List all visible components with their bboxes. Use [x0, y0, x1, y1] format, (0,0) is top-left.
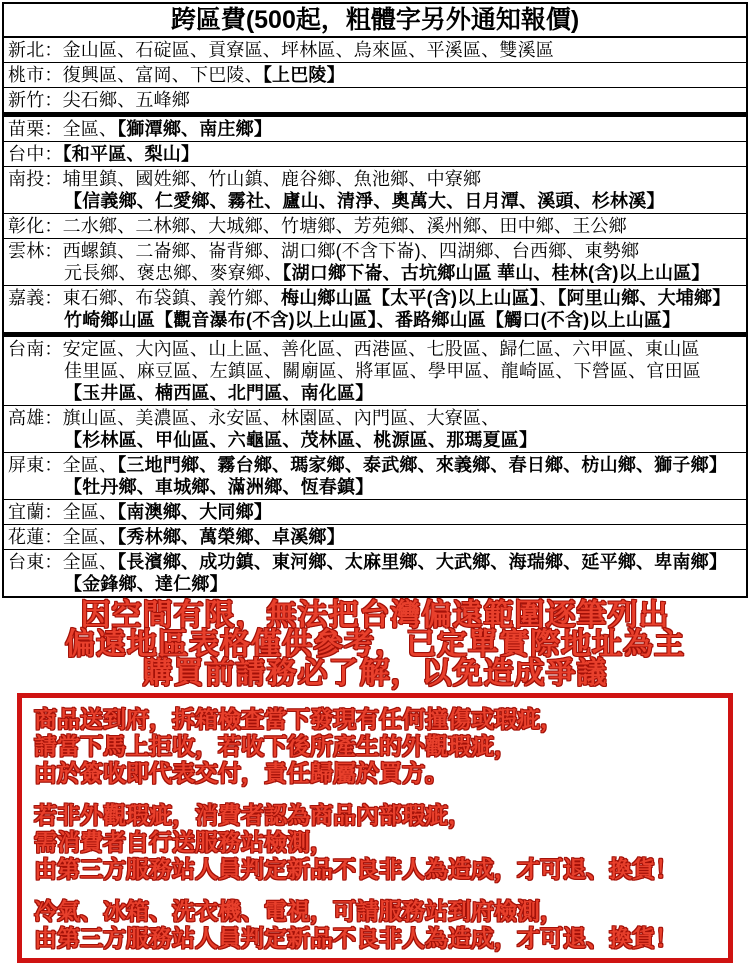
- fee-table-line: [8, 39, 742, 61]
- notice-line: 因空間有限，無法把台灣偏遠範圍逐筆列出: [80, 599, 670, 632]
- warning-line: 由第三方服務站人員判定新品不良非人為造成，才可退、換貨！: [34, 925, 678, 951]
- fee-table-row: [4, 285, 746, 332]
- extra-fee-areas: 【牡丹鄉、車城鄉、滿洲鄉、恆春鎮】: [64, 477, 374, 497]
- fee-table-line: [8, 215, 742, 237]
- fee-table-row: [4, 166, 746, 213]
- fee-table-row: [4, 141, 746, 166]
- fee-table-row: [4, 452, 746, 499]
- fee-table-row: [4, 524, 746, 549]
- notice-line: 購買前請務必了解，以免造成爭議: [142, 657, 608, 690]
- fee-table-row: [4, 499, 746, 524]
- warning-line: 由第三方服務站人員判定新品不良非人為造成，才可退、換貨！: [34, 856, 678, 882]
- fee-table-line: [8, 338, 742, 360]
- notice-line: 偏遠地區表格僅供參考，已定單實際地址為主: [65, 628, 685, 661]
- fee-table-line: [8, 118, 742, 140]
- extra-fee-areas: 【玉井區、楠西區、北門區、南化區】: [64, 383, 374, 403]
- region-label: 花蓮：: [8, 527, 63, 547]
- fee-table-line: [8, 143, 742, 165]
- region-label: 新北：: [8, 40, 63, 60]
- areas-text: 全區、: [62, 455, 118, 475]
- warning-line: 需消費者自行送服務站檢測，: [34, 829, 333, 855]
- extra-fee-areas: 【阿里山鄉、大埔鄉】: [557, 288, 731, 308]
- fee-table-line: [8, 501, 742, 523]
- fee-table-row: [4, 87, 746, 112]
- region-label: 新竹：: [8, 90, 63, 110]
- areas-text: 元長鄉、褒忠鄉、麥寮鄉、: [64, 263, 283, 283]
- fee-table-line: [8, 89, 742, 111]
- areas-text: 金山區、石碇區、貢寮區、坪林區、烏來區、平溪區、雙溪區: [62, 40, 555, 60]
- region-label: 苗栗：: [8, 119, 63, 139]
- warranty-warning-box: [17, 693, 733, 963]
- fee-table-line: [8, 287, 742, 309]
- areas-text: 全區、: [62, 502, 118, 522]
- extra-fee-areas: 【南澳鄉、大同鄉】: [117, 502, 273, 522]
- fee-table-row: [4, 213, 746, 238]
- warning-paragraph-delivery: [34, 706, 716, 787]
- extra-fee-areas: 【金鋒鄉、達仁鄉】: [64, 574, 228, 594]
- fee-table-line: [8, 190, 742, 212]
- extra-fee-areas: 【獅潭鄉、南庄鄉】: [117, 119, 273, 139]
- warning-paragraph-appliance-check: [34, 898, 716, 952]
- areas-text: 佳里區、麻豆區、左鎮區、關廟區、將軍區、學甲區、龍崎區、下營區、官田區: [64, 361, 701, 381]
- warning-line: 由於簽收即代表交付，責任歸屬於買方。: [34, 760, 448, 786]
- fee-table-row: [4, 238, 746, 285]
- region-label: 台東：: [8, 552, 63, 572]
- extra-fee-areas: 【信義鄉、仁愛鄉、霧社、廬山、清淨、奧萬大、日月潭、溪頭、杉林溪】: [64, 191, 665, 211]
- warning-line: 若非外觀瑕疵，消費者認為商品內部瑕疵，: [34, 802, 471, 828]
- fee-table-title: 跨區費(500起，粗體字另外通知報價): [4, 4, 746, 38]
- region-label: 台中：: [8, 144, 63, 164]
- fee-table-row: [4, 337, 746, 405]
- areas-text: 旗山區、美濃區、永安區、林園區、內門區、大寮區、: [62, 408, 500, 428]
- region-label: 高雄：: [8, 408, 63, 428]
- warning-line: 冷氣、冰箱、洗衣機、電視，可請服務站到府檢測，: [34, 898, 563, 924]
- areas-text: 西螺鎮、二崙鄉、崙背鄉、湖口鄉(不含下崙)、四湖鄉、台西鄉、東勢鄉: [62, 241, 640, 261]
- fee-table-row: [4, 405, 746, 452]
- fee-table-line: [8, 64, 742, 86]
- extra-fee-areas: 【和平區、梨山】: [62, 144, 200, 164]
- extra-fee-areas: 【三地門鄉、霧台鄉、瑪家鄉、泰武鄉、來義鄉、春日鄉、枋山鄉、獅子鄉】: [117, 455, 728, 475]
- fee-table-line: [8, 262, 742, 284]
- fee-table: [2, 2, 748, 598]
- region-label: 嘉義：: [8, 288, 63, 308]
- fee-table-line: [8, 407, 742, 429]
- fee-table-row: [4, 38, 746, 62]
- areas-text: 全區、: [62, 119, 118, 139]
- extra-fee-areas: 【秀林鄉、萬榮鄉、卓溪鄉】: [117, 527, 345, 547]
- fee-table-line: [8, 573, 742, 595]
- region-label: 雲林：: [8, 241, 63, 261]
- region-label: 彰化：: [8, 216, 63, 236]
- areas-text: 全區、: [62, 527, 118, 547]
- fee-table-body: [4, 38, 746, 596]
- areas-text: 埔里鎮、國姓鄉、竹山鎮、鹿谷鄉、魚池鄉、中寮鄉: [62, 169, 482, 189]
- region-label: 宜蘭：: [8, 502, 63, 522]
- fee-table-row: [4, 117, 746, 141]
- fee-table-line: [8, 551, 742, 573]
- remote-area-notice: [0, 601, 750, 688]
- warning-line: 請當下馬上拒收，若收下後所產生的外觀瑕疵，: [34, 733, 517, 759]
- region-label: 桃市：: [8, 65, 63, 85]
- extra-fee-areas: 【杉林區、甲仙區、六龜區、茂林區、桃源區、那瑪夏區】: [64, 430, 538, 450]
- areas-text: 復興區、富岡、下巴陵、: [62, 65, 263, 85]
- extra-fee-areas: 竹崎鄉山區【觀音瀑布(不含)以上山區】、番路鄉山區【觸口(不含)以上山區】: [64, 310, 681, 330]
- fee-table-line: [8, 526, 742, 548]
- fee-table-line: [8, 360, 742, 382]
- fee-table-line: [8, 382, 742, 404]
- extra-fee-areas: 梅山鄉山區【太平(含)以上山區】: [281, 288, 540, 308]
- areas-text: 安定區、大內區、山上區、善化區、西港區、七股區、歸仁區、六甲區、東山區: [62, 339, 700, 359]
- areas-text: 尖石鄉、五峰鄉: [62, 90, 191, 110]
- fee-table-line: [8, 168, 742, 190]
- remote-area-fee-flyer: [0, 2, 750, 967]
- fee-table-line: [8, 309, 742, 331]
- fee-table-row: [4, 549, 746, 596]
- fee-table-line: [8, 240, 742, 262]
- areas-text: 東石鄉、布袋鎮、義竹鄉、: [62, 288, 282, 308]
- region-label: 南投：: [8, 169, 63, 189]
- extra-fee-areas: 【湖口鄉下崙、古坑鄉山區 華山、桂林(含)以上山區】: [282, 263, 710, 283]
- extra-fee-areas: 【長濱鄉、成功鎮、東河鄉、太麻里鄉、大武鄉、海瑞鄉、延平鄉、卑南鄉】: [117, 552, 728, 572]
- extra-fee-areas: 【上巴陵】: [262, 65, 345, 85]
- fee-table-line: [8, 454, 742, 476]
- warning-line: 商品送到府，拆箱檢查當下發現有任何撞傷或瑕疵，: [34, 706, 563, 732]
- region-label: 屏東：: [8, 455, 63, 475]
- areas-text: 二水鄉、二林鄉、大城鄉、竹塘鄉、芳苑鄉、溪州鄉、田中鄉、王公鄉: [62, 216, 627, 236]
- fee-table-line: [8, 429, 742, 451]
- areas-text: 全區、: [62, 552, 118, 572]
- region-label: 台南：: [8, 339, 63, 359]
- areas-text: 、: [539, 288, 558, 308]
- fee-table-line: [8, 476, 742, 498]
- warning-paragraph-internal-defect: [34, 802, 716, 883]
- fee-table-row: [4, 62, 746, 87]
